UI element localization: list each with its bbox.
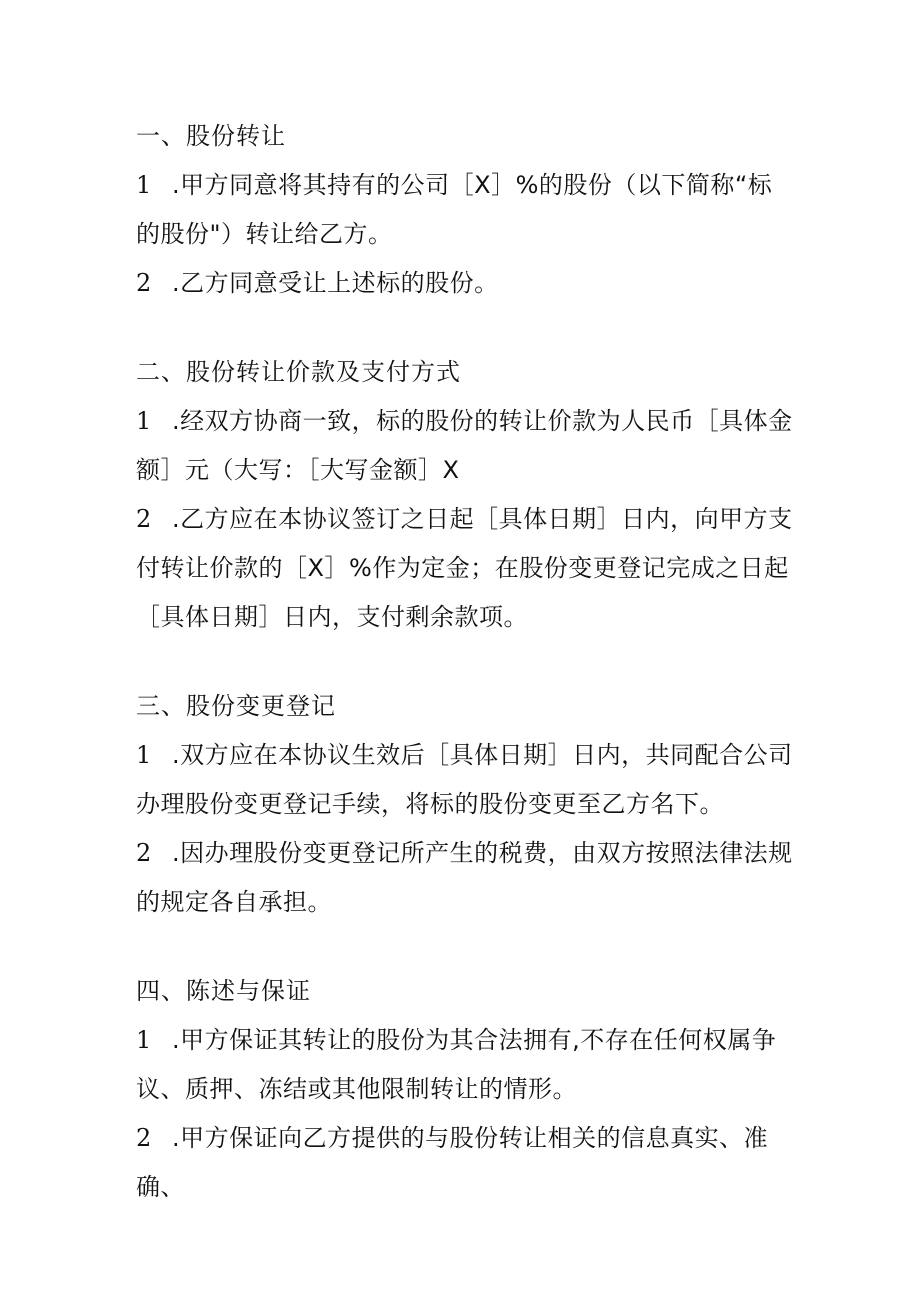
section-heading: 一、股份转让	[136, 122, 286, 150]
section-heading: 四、陈述与保证	[136, 977, 311, 1005]
clause-item	[136, 161, 796, 259]
clause-number: 1	[136, 1026, 152, 1054]
clause-number: 2	[136, 1124, 152, 1152]
clause-number: 1	[136, 171, 152, 199]
clause-text: .因办理股份变更登记所产生的税费，由双方按照法律法规的规定各自承担。	[136, 839, 793, 916]
section-price-payment	[136, 348, 796, 642]
clause-text: .甲方同意将其持有的公司［X］%的股份（以下简称“标的股份"）转让给乙方。	[136, 171, 773, 248]
clause-number: 1	[136, 407, 152, 435]
clause-text: .乙方应在本协议签订之日起［具体日期］日内，向甲方支付转让价款的［X］%作为定金；在股份变更登记完成之日起［具体日期］日内，支付剩余款项。	[136, 505, 793, 631]
clause-item	[136, 1114, 796, 1212]
clause-item	[136, 259, 796, 308]
clause-item	[136, 1016, 796, 1114]
section-change-registration	[136, 682, 796, 927]
document-body	[136, 112, 796, 1252]
clause-item	[136, 731, 796, 829]
clause-item	[136, 397, 796, 495]
clause-text: .甲方保证其转让的股份为其合法拥有,不存在任何权属争议、质押、冻结或其他限制转让的情形。	[136, 1026, 777, 1103]
section-share-transfer	[136, 112, 796, 308]
section-representations-warranties	[136, 967, 796, 1212]
clause-item	[136, 495, 796, 642]
section-heading: 二、股份转让价款及支付方式	[136, 358, 461, 386]
clause-text: .甲方保证向乙方提供的与股份转让相关的信息真实、准确、	[136, 1124, 769, 1201]
clause-number: 2	[136, 839, 152, 867]
clause-number: 1	[136, 741, 152, 769]
clause-number: 2	[136, 505, 152, 533]
clause-item	[136, 829, 796, 927]
section-heading: 三、股份变更登记	[136, 692, 336, 720]
clause-text: .经双方协商一致，标的股份的转让价款为人民币［具体金额］元（大写：［大写金额］X	[136, 407, 793, 484]
clause-text: .双方应在本协议生效后［具体日期］日内，共同配合公司办理股份变更登记手续，将标的股份变更至乙方名下。	[136, 741, 793, 818]
clause-text: .乙方同意受让上述标的股份。	[172, 269, 499, 297]
clause-number: 2	[136, 269, 152, 297]
